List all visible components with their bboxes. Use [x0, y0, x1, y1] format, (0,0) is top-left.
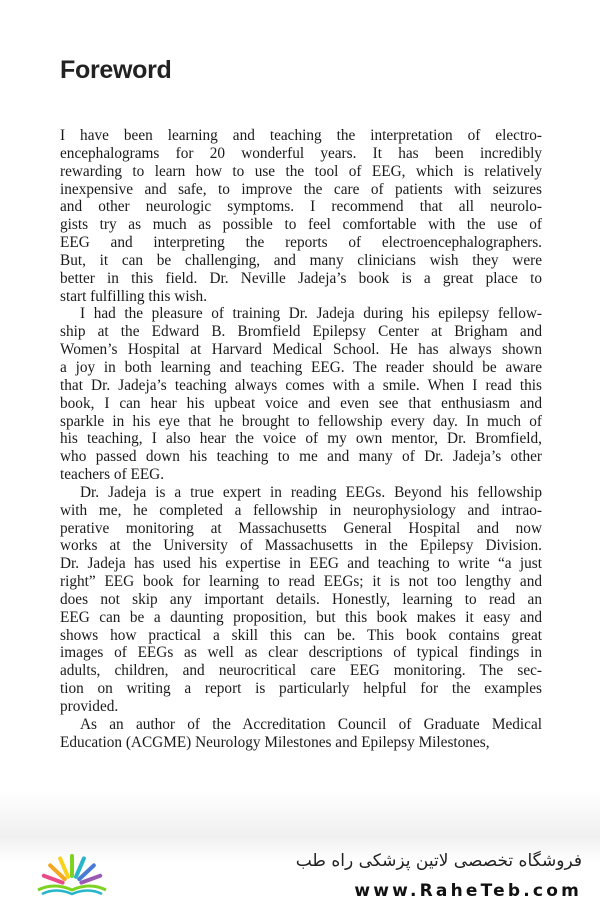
text-line: inexpensive and safe, to improve the care of patients with seizures — [60, 180, 542, 198]
foreword-body — [60, 127, 542, 752]
paragraph — [60, 127, 542, 305]
text-line: shows how practical a skill this can be. This book contains great — [60, 626, 542, 644]
text-line: EEG can be a daunting proposition, but this book makes it easy and — [60, 608, 542, 626]
text-line: right” EEG book for learning to read EEGs; it is not too lengthy and — [60, 573, 542, 591]
text-line: perative monitoring at Massachusetts General Hospital and now — [60, 519, 542, 537]
text-line: images of EEGs as well as clear descriptions of typical findings in — [60, 644, 542, 662]
text-line: ship at the Edward B. Bromfield Epilepsy Center at Brigham and — [60, 323, 542, 341]
text-line: provided. — [60, 698, 119, 715]
text-line: Dr. Jadeja is a true expert in reading EEGs. Beyond his fellowship — [80, 483, 542, 501]
open-book-logo-icon — [32, 852, 112, 896]
text-line: Education (ACGME) Neurology Milestones and Epilepsy Milestones, — [60, 733, 490, 751]
watermark-footer — [0, 838, 600, 907]
bottom-fade — [0, 790, 600, 845]
text-line: better in this field. Dr. Neville Jadeja’s book is a great place to — [60, 269, 542, 287]
text-line: Women’s Hospital at Harvard Medical School. He has always shown — [60, 341, 542, 359]
text-line: does not skip any important details. Honestly, learning to read an — [60, 590, 542, 608]
text-line: his teaching, I also hear the voice of my own mentor, Dr. Bromfield, — [60, 430, 542, 448]
text-line: tion on writing a report is particularly helpful for the examples — [60, 680, 542, 698]
text-line: gists try as much as possible to feel comfortable with the use of — [60, 216, 542, 234]
text-line: adults, children, and neurocritical care EEG monitoring. The sec- — [60, 662, 542, 680]
text-line: encephalograms for 20 wonderful years. It has been incredibly — [60, 144, 542, 162]
text-line: book, I can hear his upbeat voice and even see that enthusiasm and — [60, 394, 542, 412]
text-line: Dr. Jadeja has used his expertise in EEG and teaching to write “a just — [60, 555, 542, 573]
paragraph — [60, 716, 542, 752]
text-line: But, it can be challenging, and many clinicians wish they were — [60, 251, 542, 269]
paragraph — [60, 484, 542, 716]
text-line: who passed down his teaching to me and many of Dr. Jadeja’s other — [60, 448, 542, 466]
text-line: works at the University of Massachusetts in the Epilepsy Division. — [60, 537, 542, 555]
paragraph — [60, 305, 542, 483]
store-name: فروشگاه تخصصی لاتین پزشکی راه طب — [295, 851, 582, 871]
page-title: Foreword — [60, 56, 172, 84]
text-line: a joy in both learning and teaching EEG. The reader should be aware — [60, 358, 542, 376]
text-line: that Dr. Jadeja’s teaching always comes with a smile. When I read this — [60, 376, 542, 394]
text-line: with me, he completed a fellowship in neurophysiology and intrao- — [60, 501, 542, 519]
text-line: sparkle in his eye that he brought to fellowship every day. In much of — [60, 412, 542, 430]
text-line: rewarding to learn how to use the tool of EEG, which is relatively — [60, 162, 542, 180]
text-line: and other neurologic symptoms. I recommend that all neurolo- — [60, 198, 542, 216]
text-line: As an author of the Accreditation Council of Graduate Medical — [80, 715, 542, 733]
text-line: teachers of EEG. — [60, 466, 165, 484]
text-line: I have been learning and teaching the interpretation of electro- — [60, 127, 542, 144]
text-line: I had the pleasure of training Dr. Jadeja during his epilepsy fellow- — [80, 305, 542, 323]
store-url: www.RaheTeb.com — [354, 881, 582, 901]
text-line: EEG and interpreting the reports of electroencephalographers. — [60, 234, 542, 252]
text-line: start fulfilling this wish. — [60, 287, 208, 305]
